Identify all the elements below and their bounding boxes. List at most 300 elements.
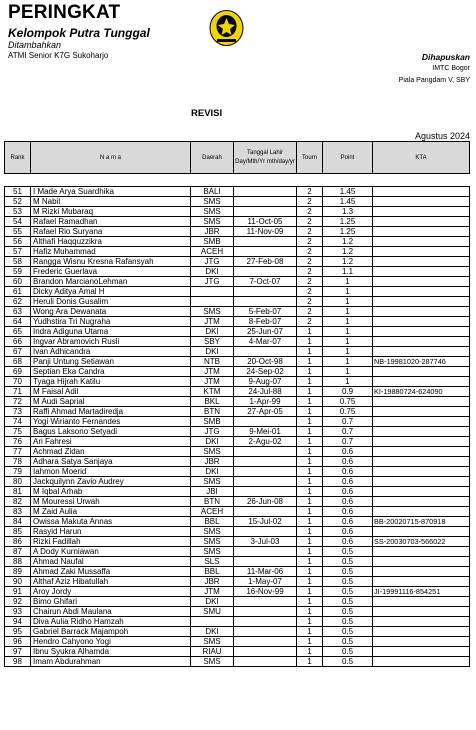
- region-cell: [191, 297, 234, 307]
- rank-cell: 95: [5, 627, 31, 637]
- deleted-label: Dihapuskan: [421, 52, 470, 62]
- birth-date-cell: [234, 207, 297, 217]
- point-cell: 1.2: [323, 257, 373, 267]
- table-row: [5, 237, 470, 247]
- birth-date-cell: 27-Apr-05: [234, 407, 297, 417]
- birth-date-cell: 5-Feb-07: [234, 307, 297, 317]
- point-cell: 0.5: [323, 607, 373, 617]
- point-cell: 0.5: [323, 577, 373, 587]
- kta-cell: [373, 227, 470, 237]
- birth-date-cell: 20-Oct-98: [234, 357, 297, 367]
- kta-cell: JI-19991116-854251: [373, 587, 470, 597]
- name-cell: Yudhstira Tri Nugraha: [31, 317, 191, 327]
- ranking-table: [4, 186, 470, 667]
- rank-cell: 84: [5, 517, 31, 527]
- name-cell: A Dody Kurniawan: [31, 547, 191, 557]
- kta-cell: [373, 567, 470, 577]
- point-cell: 0.6: [323, 537, 373, 547]
- region-cell: [191, 287, 234, 297]
- column-header-kta: KTA: [373, 142, 470, 174]
- point-cell: 1: [323, 347, 373, 357]
- name-cell: Bagus Laksono Setyadi: [31, 427, 191, 437]
- table-row: [5, 657, 470, 667]
- kta-cell: BB-20020715-870918: [373, 517, 470, 527]
- region-cell: KTM: [191, 387, 234, 397]
- added-label: Ditambahkan: [8, 40, 62, 50]
- point-cell: 0.7: [323, 427, 373, 437]
- birth-date-cell: 8-Feb-07: [234, 317, 297, 327]
- kta-cell: [373, 337, 470, 347]
- kta-cell: [373, 627, 470, 637]
- point-cell: 1.25: [323, 217, 373, 227]
- region-cell: DKI: [191, 347, 234, 357]
- name-cell: Raffi Ahmad Martadiredja: [31, 407, 191, 417]
- tour-count-cell: 1: [297, 577, 323, 587]
- rank-cell: 94: [5, 617, 31, 627]
- kta-cell: [373, 497, 470, 507]
- birth-date-cell: [234, 637, 297, 647]
- kta-cell: [373, 287, 470, 297]
- kta-cell: [373, 487, 470, 497]
- kta-cell: [373, 257, 470, 267]
- point-cell: 0.7: [323, 437, 373, 447]
- birth-date-cell: 25-Jun-07: [234, 327, 297, 337]
- region-cell: SMS: [191, 307, 234, 317]
- birth-date-cell: 3-Jul-03: [234, 537, 297, 547]
- region-cell: SMB: [191, 417, 234, 427]
- region-cell: JTM: [191, 377, 234, 387]
- region-cell: SMS: [191, 477, 234, 487]
- name-cell: Dicky Aditya Amal H: [31, 287, 191, 297]
- name-cell: Indra Adiguna Utama: [31, 327, 191, 337]
- tour-count-cell: 2: [297, 187, 323, 197]
- tour-count-cell: 1: [297, 497, 323, 507]
- region-cell: JTM: [191, 367, 234, 377]
- rank-cell: 60: [5, 277, 31, 287]
- column-header-region: Daerah: [191, 142, 234, 174]
- region-cell: BTN: [191, 407, 234, 417]
- birth-date-cell: [234, 297, 297, 307]
- tour-count-cell: 1: [297, 597, 323, 607]
- column-header-point: Point: [323, 142, 373, 174]
- table-row: [5, 267, 470, 277]
- kta-cell: [373, 577, 470, 587]
- region-cell: SMS: [191, 637, 234, 647]
- kta-cell: [373, 397, 470, 407]
- name-cell: Ivan Adhicandra: [31, 347, 191, 357]
- point-cell: 1: [323, 357, 373, 367]
- region-cell: DKI: [191, 627, 234, 637]
- birth-date-cell: [234, 457, 297, 467]
- table-row: [5, 567, 470, 577]
- tour-count-cell: 2: [297, 207, 323, 217]
- name-cell: Hendro Cahyono Yogi: [31, 637, 191, 647]
- table-row: [5, 527, 470, 537]
- region-cell: SMS: [191, 197, 234, 207]
- rank-cell: 51: [5, 187, 31, 197]
- region-cell: JTG: [191, 427, 234, 437]
- region-cell: RIAU: [191, 647, 234, 657]
- kta-cell: [373, 507, 470, 517]
- table-row: [5, 207, 470, 217]
- name-cell: Ahmad Zaki Mussaffa: [31, 567, 191, 577]
- organization-text: ATMI Senior K7G Sukoharjo: [8, 51, 109, 60]
- rank-cell: 72: [5, 397, 31, 407]
- name-cell: Rafael Ramadhan: [31, 217, 191, 227]
- emblem-logo-icon: [209, 10, 244, 48]
- table-row: [5, 257, 470, 267]
- name-cell: M Audi Saprial: [31, 397, 191, 407]
- tour-count-cell: 1: [297, 567, 323, 577]
- point-cell: 0.5: [323, 637, 373, 647]
- tour-count-cell: 1: [297, 357, 323, 367]
- birth-date-cell: [234, 647, 297, 657]
- birth-date-cell: 4-Mar-07: [234, 337, 297, 347]
- name-cell: Rafael Rio Suryana: [31, 227, 191, 237]
- tour-count-cell: 2: [297, 247, 323, 257]
- point-cell: 1.1: [323, 267, 373, 277]
- table-row: [5, 477, 470, 487]
- name-cell: M Faisal Adil: [31, 387, 191, 397]
- name-cell: Imam Abdurahman: [31, 657, 191, 667]
- tour-count-cell: 2: [297, 277, 323, 287]
- point-cell: 1: [323, 377, 373, 387]
- table-row: [5, 457, 470, 467]
- rank-cell: 98: [5, 657, 31, 667]
- rank-cell: 73: [5, 407, 31, 417]
- tour-count-cell: 1: [297, 557, 323, 567]
- region-cell: JBR: [191, 577, 234, 587]
- tour-count-cell: 1: [297, 417, 323, 427]
- rank-cell: 80: [5, 477, 31, 487]
- rank-cell: 64: [5, 317, 31, 327]
- region-cell: SMS: [191, 217, 234, 227]
- tour-count-cell: 1: [297, 507, 323, 517]
- table-row: [5, 647, 470, 657]
- ranking-table-header: [4, 141, 470, 174]
- point-cell: 1: [323, 297, 373, 307]
- rank-cell: 68: [5, 357, 31, 367]
- rank-cell: 96: [5, 637, 31, 647]
- kta-cell: [373, 467, 470, 477]
- tour-count-cell: 1: [297, 397, 323, 407]
- point-cell: 0.5: [323, 587, 373, 597]
- point-cell: 1: [323, 317, 373, 327]
- tour-count-cell: 2: [297, 217, 323, 227]
- kta-cell: [373, 247, 470, 257]
- birth-date-cell: [234, 477, 297, 487]
- kta-cell: SS-20030703-566022: [373, 537, 470, 547]
- point-cell: 1: [323, 337, 373, 347]
- rank-cell: 52: [5, 197, 31, 207]
- tour-count-cell: 2: [297, 297, 323, 307]
- region-cell: BALI: [191, 187, 234, 197]
- name-cell: M Iqbal Arhab: [31, 487, 191, 497]
- name-cell: M Mouressi Urwah: [31, 497, 191, 507]
- region-cell: SMB: [191, 237, 234, 247]
- birth-date-cell: 11-Nov-09: [234, 227, 297, 237]
- region-cell: DKI: [191, 597, 234, 607]
- rank-cell: 69: [5, 367, 31, 377]
- birth-date-cell: 9-Aug-07: [234, 377, 297, 387]
- tour-count-cell: 2: [297, 227, 323, 237]
- point-cell: 0.6: [323, 467, 373, 477]
- birth-date-cell: [234, 237, 297, 247]
- rank-cell: 89: [5, 567, 31, 577]
- rank-cell: 76: [5, 437, 31, 447]
- point-cell: 1: [323, 327, 373, 337]
- rank-cell: 56: [5, 237, 31, 247]
- tour-count-cell: 1: [297, 327, 323, 337]
- table-row: [5, 597, 470, 607]
- birth-date-cell: [234, 287, 297, 297]
- region-cell: DKI: [191, 467, 234, 477]
- name-cell: Tyaga Hijrah Katilu: [31, 377, 191, 387]
- point-cell: 0.6: [323, 447, 373, 457]
- tour-count-cell: 1: [297, 627, 323, 637]
- name-cell: Diva Aulia Ridho Hamzah: [31, 617, 191, 627]
- table-row: [5, 397, 470, 407]
- table-row: [5, 467, 470, 477]
- tour-count-cell: 2: [297, 307, 323, 317]
- point-cell: 0.75: [323, 397, 373, 407]
- point-cell: 1: [323, 307, 373, 317]
- region-cell: NTB: [191, 357, 234, 367]
- tour-count-cell: 1: [297, 547, 323, 557]
- column-header-name: N a m a: [31, 142, 191, 174]
- deleted-event-1: IMTC Bogor: [432, 65, 470, 72]
- column-header-rank: Rank: [5, 142, 31, 174]
- point-cell: 0.5: [323, 567, 373, 577]
- name-cell: Wong Ara Dewanata: [31, 307, 191, 317]
- tour-count-cell: 1: [297, 637, 323, 647]
- kta-cell: [373, 557, 470, 567]
- name-cell: Frederic Guerlava: [31, 267, 191, 277]
- name-cell: I Made Arya Suardhika: [31, 187, 191, 197]
- birth-date-cell: [234, 617, 297, 627]
- region-cell: BBL: [191, 567, 234, 577]
- kta-cell: [373, 197, 470, 207]
- birth-date-cell: [234, 597, 297, 607]
- birth-date-cell: 11-Mar-06: [234, 567, 297, 577]
- rank-cell: 57: [5, 247, 31, 257]
- column-header-tour: Tourn: [297, 142, 323, 174]
- birth-date-cell: 24-Sep-02: [234, 367, 297, 377]
- name-cell: Ingvar Abramovich Rusli: [31, 337, 191, 347]
- tour-count-cell: 1: [297, 457, 323, 467]
- rank-cell: 59: [5, 267, 31, 277]
- region-cell: BBL: [191, 517, 234, 527]
- table-row: [5, 377, 470, 387]
- kta-cell: [373, 217, 470, 227]
- rank-cell: 83: [5, 507, 31, 517]
- rank-cell: 75: [5, 427, 31, 437]
- birth-date-cell: [234, 247, 297, 257]
- rank-cell: 97: [5, 647, 31, 657]
- kta-cell: [373, 367, 470, 377]
- tour-count-cell: 2: [297, 257, 323, 267]
- table-row: [5, 277, 470, 287]
- table-row: [5, 557, 470, 567]
- birth-date-cell: 16-Nov-99: [234, 587, 297, 597]
- rank-cell: 88: [5, 557, 31, 567]
- birth-date-cell: [234, 197, 297, 207]
- table-row: [5, 247, 470, 257]
- point-cell: 0.6: [323, 497, 373, 507]
- point-cell: 0.6: [323, 527, 373, 537]
- kta-cell: [373, 207, 470, 217]
- page-subtitle: Kelompok Putra Tunggal: [8, 26, 150, 40]
- region-cell: DKI: [191, 437, 234, 447]
- kta-cell: [373, 637, 470, 647]
- tour-count-cell: 1: [297, 427, 323, 437]
- table-row: [5, 187, 470, 197]
- rank-cell: 85: [5, 527, 31, 537]
- rank-cell: 58: [5, 257, 31, 267]
- name-cell: Heruli Donis Gusalim: [31, 297, 191, 307]
- birth-date-cell: 1-Apr-99: [234, 397, 297, 407]
- table-row: [5, 337, 470, 347]
- kta-cell: [373, 437, 470, 447]
- birth-date-cell: [234, 657, 297, 667]
- rank-cell: 86: [5, 537, 31, 547]
- rank-cell: 92: [5, 597, 31, 607]
- table-row: [5, 417, 470, 427]
- table-row: [5, 307, 470, 317]
- point-cell: 0.5: [323, 647, 373, 657]
- birth-date-cell: 15-Jul-02: [234, 517, 297, 527]
- region-cell: SMS: [191, 447, 234, 457]
- point-cell: 0.5: [323, 657, 373, 667]
- region-cell: JBR: [191, 457, 234, 467]
- rank-cell: 91: [5, 587, 31, 597]
- point-cell: 1: [323, 287, 373, 297]
- birth-date-cell: [234, 607, 297, 617]
- kta-cell: [373, 417, 470, 427]
- kta-cell: [373, 427, 470, 437]
- point-cell: 1.45: [323, 197, 373, 207]
- name-cell: Ahmad Naufal: [31, 557, 191, 567]
- rank-cell: 79: [5, 467, 31, 477]
- tour-count-cell: 1: [297, 407, 323, 417]
- tour-count-cell: 1: [297, 517, 323, 527]
- name-cell: Achmad Zidan: [31, 447, 191, 457]
- table-row: [5, 437, 470, 447]
- rank-cell: 53: [5, 207, 31, 217]
- tour-count-cell: 2: [297, 237, 323, 247]
- point-cell: 0.75: [323, 407, 373, 417]
- point-cell: 1.25: [323, 227, 373, 237]
- rank-cell: 74: [5, 417, 31, 427]
- kta-cell: [373, 547, 470, 557]
- kta-cell: [373, 297, 470, 307]
- column-header-birth-date: Tanggal Lahir Day/Mth/Yr mth/day/yr: [234, 142, 297, 174]
- table-row: [5, 497, 470, 507]
- point-cell: 0.7: [323, 417, 373, 427]
- rank-cell: 63: [5, 307, 31, 317]
- kta-cell: [373, 477, 470, 487]
- point-cell: 0.5: [323, 547, 373, 557]
- rank-cell: 54: [5, 217, 31, 227]
- birth-date-cell: [234, 267, 297, 277]
- region-cell: SMS: [191, 527, 234, 537]
- region-cell: SMS: [191, 207, 234, 217]
- kta-cell: [373, 527, 470, 537]
- kta-cell: [373, 307, 470, 317]
- name-cell: Rangga Wisnu Kresna Rafansyah: [31, 257, 191, 267]
- tour-count-cell: 1: [297, 617, 323, 627]
- birth-date-cell: [234, 507, 297, 517]
- birth-date-cell: [234, 487, 297, 497]
- birth-date-cell: [234, 447, 297, 457]
- period-label: Agustus 2024: [414, 131, 470, 141]
- tour-count-cell: 1: [297, 537, 323, 547]
- rank-cell: 81: [5, 487, 31, 497]
- point-cell: 1.45: [323, 187, 373, 197]
- birth-date-cell: 24-Jul-88: [234, 387, 297, 397]
- table-row: [5, 327, 470, 337]
- tour-count-cell: 2: [297, 287, 323, 297]
- table-row: [5, 627, 470, 637]
- point-cell: 0.6: [323, 487, 373, 497]
- birth-date-cell: [234, 467, 297, 477]
- birth-date-cell: 1-May-07: [234, 577, 297, 587]
- deleted-event-2: Piala Pangdam V, SBY: [398, 77, 470, 84]
- name-cell: M Rizki Mubaraq: [31, 207, 191, 217]
- table-row: [5, 517, 470, 527]
- kta-cell: [373, 597, 470, 607]
- region-cell: JBI: [191, 487, 234, 497]
- tour-count-cell: 1: [297, 477, 323, 487]
- kta-cell: [373, 327, 470, 337]
- name-cell: Ari Fahresi: [31, 437, 191, 447]
- birth-date-cell: [234, 627, 297, 637]
- birth-date-cell: 9-Mei-01: [234, 427, 297, 437]
- region-cell: JTG: [191, 277, 234, 287]
- point-cell: 0.5: [323, 557, 373, 567]
- region-cell: ACEH: [191, 247, 234, 257]
- name-cell: Rizki Fadillah: [31, 537, 191, 547]
- birth-date-cell: 7-Oct-07: [234, 277, 297, 287]
- table-row: [5, 427, 470, 437]
- region-cell: SMS: [191, 547, 234, 557]
- tour-count-cell: 1: [297, 337, 323, 347]
- rank-cell: 71: [5, 387, 31, 397]
- name-cell: Aroy Jordy: [31, 587, 191, 597]
- name-cell: Rasyid Harun: [31, 527, 191, 537]
- tour-count-cell: 1: [297, 657, 323, 667]
- table-row: [5, 217, 470, 227]
- name-cell: Iahmon Moerid: [31, 467, 191, 477]
- tour-count-cell: 1: [297, 467, 323, 477]
- name-cell: Adhara Satya Sanjaya: [31, 457, 191, 467]
- table-row: [5, 587, 470, 597]
- birth-date-cell: 27-Feb-08: [234, 257, 297, 267]
- kta-cell: [373, 347, 470, 357]
- point-cell: 0.9: [323, 387, 373, 397]
- kta-cell: [373, 457, 470, 467]
- table-row: [5, 197, 470, 207]
- tour-count-cell: 2: [297, 317, 323, 327]
- tour-count-cell: 1: [297, 487, 323, 497]
- point-cell: 0.5: [323, 617, 373, 627]
- birth-date-cell: 11-Oct-05: [234, 217, 297, 227]
- tour-count-cell: 2: [297, 267, 323, 277]
- kta-cell: [373, 187, 470, 197]
- table-row: [5, 537, 470, 547]
- region-cell: SLS: [191, 557, 234, 567]
- revision-label: REVISI: [191, 108, 223, 119]
